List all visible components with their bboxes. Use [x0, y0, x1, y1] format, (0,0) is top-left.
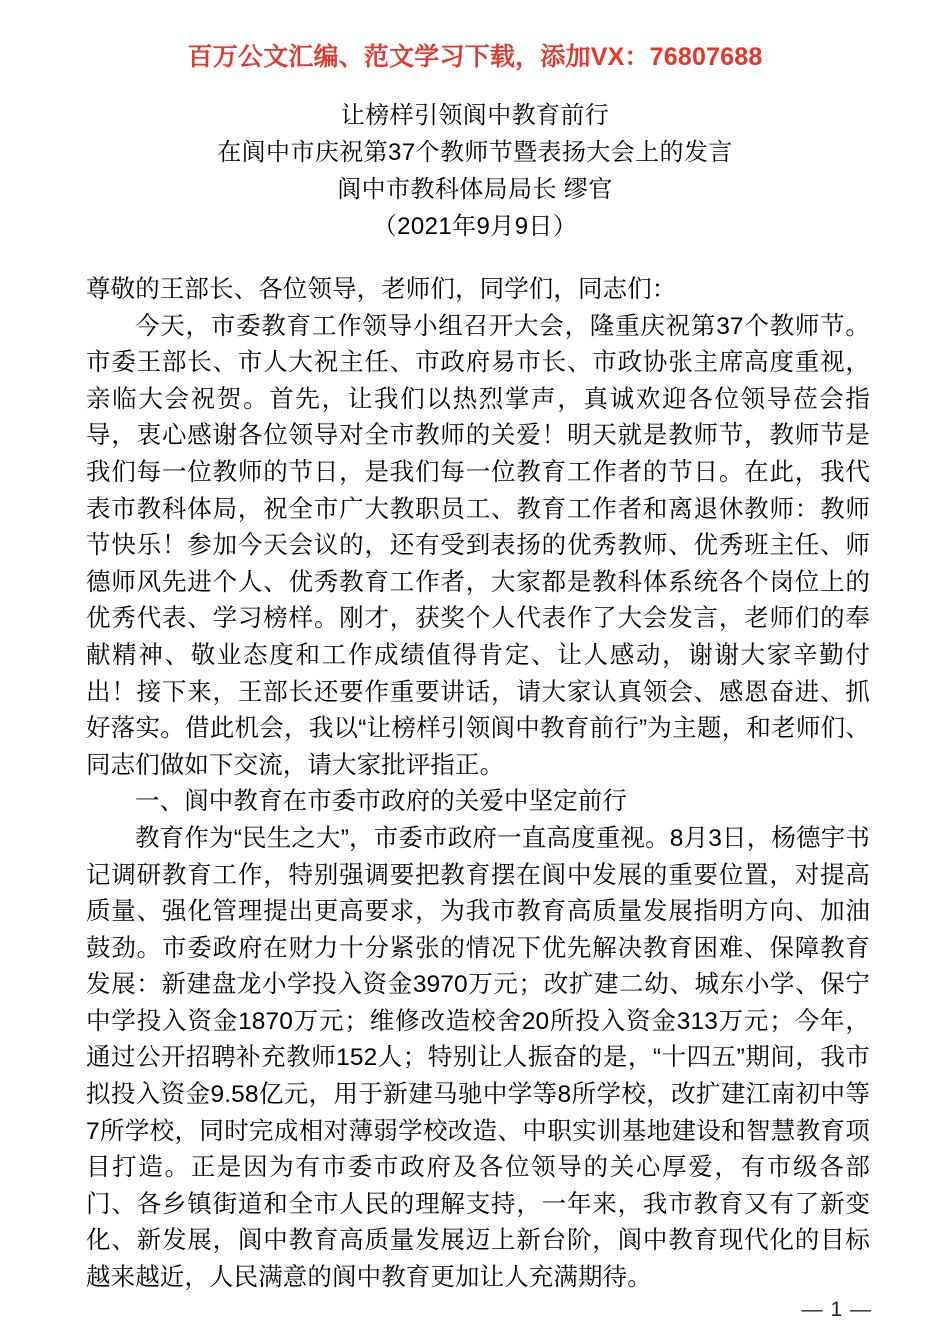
document-subtitle: 在阆中市庆祝第37个教师节暨表扬大会上的发言: [217, 139, 733, 166]
document-date: （2021年9月9日）: [372, 213, 578, 240]
document-title: 让榜样引领阆中教育前行: [340, 102, 610, 129]
body-paragraph: 今天，市委教育工作领导小组召开大会，隆重庆祝第37个教师节。市委王部长、市人大祝主任、市政府易市长、市政协张主席高度重视，亲临大会祝贺。首先，让我们以热烈掌声，真诚欢迎各位领导莅会指导，衷心感谢各位领导对全市教师的关爱！明天就是教师节，教师节是我们每一位教师的节日，是我们每一位教育工作者的节日。在此，我代表市教科体局，祝全市广大教职员工、教育工作者和离退休教师：教师节快乐！参加今天会议的，还有受到表扬的优秀教师、优秀班主任、师德师风先进个人、优秀教育工作者，大家都是教科体系统各个岗位上的优秀代表、学习榜样。刚才，获奖个人代表作了大会发言，老师们的奉献精神、敬业态度和工作成绩值得肯定、让人感动，谢谢大家辛勤付出！接下来，王部长还要作重要讲话，请大家认真领会、感恩奋进、抓好落实。借此机会，我以“让榜样引领阆中教育前行”为主题，和老师们、同志们做如下交流，请大家批评指正。: [86, 312, 870, 779]
salutation-paragraph: 尊敬的王部长、各位领导，老师们，同学们，同志们：: [86, 276, 677, 303]
section-heading-1: 一、阆中教育在市委市政府的关爱中坚定前行: [135, 788, 627, 816]
promo-banner: 百万公文汇编、范文学习下载，添加VX：76807688: [187, 43, 763, 71]
document-author: 阆中市教科体局局长 缪官: [337, 176, 613, 203]
title-block: [0, 97, 950, 245]
page-number: — 1 —: [801, 1298, 872, 1321]
body-paragraph: 教育作为“民生之大”，市委市政府一直高度重视。8月3日，杨德宇书记调研教育工作，特别强调要把教育摆在阆中发展的重要位置，对提高质量、强化管理提出更高要求，为我市教育高质量发展指明方向、加油鼓劲。市委政府在财力十分紧张的情况下优先解决教育困难、保障教育发展：新建盘龙小学投入资金3970万元；改扩建二幼、城东小学、保宁中学投入资金1870万元；维修改造校舍20所投入资金313万元；今年，通过公开招聘补充教师152人；特别让人振奋的是，“十四五”期间，我市拟投入资金9.58亿元，用于新建马驰中学等8所学校，改扩建江南初中等7所学校，同时完成相对薄弱学校改造、中职实训基地建设和智慧教育项目打造。正是因为有市委市政府及各位领导的关心厚爱，有市级各部门、各乡镇街道和全市人民的理解支持，一年来，我市教育又有了新变化、新发展，阆中教育高质量发展迈上新台阶，阆中教育现代化的目标越来越近，人民满意的阆中教育更加让人充满期待。: [86, 824, 870, 1292]
document-body: [86, 272, 870, 1297]
